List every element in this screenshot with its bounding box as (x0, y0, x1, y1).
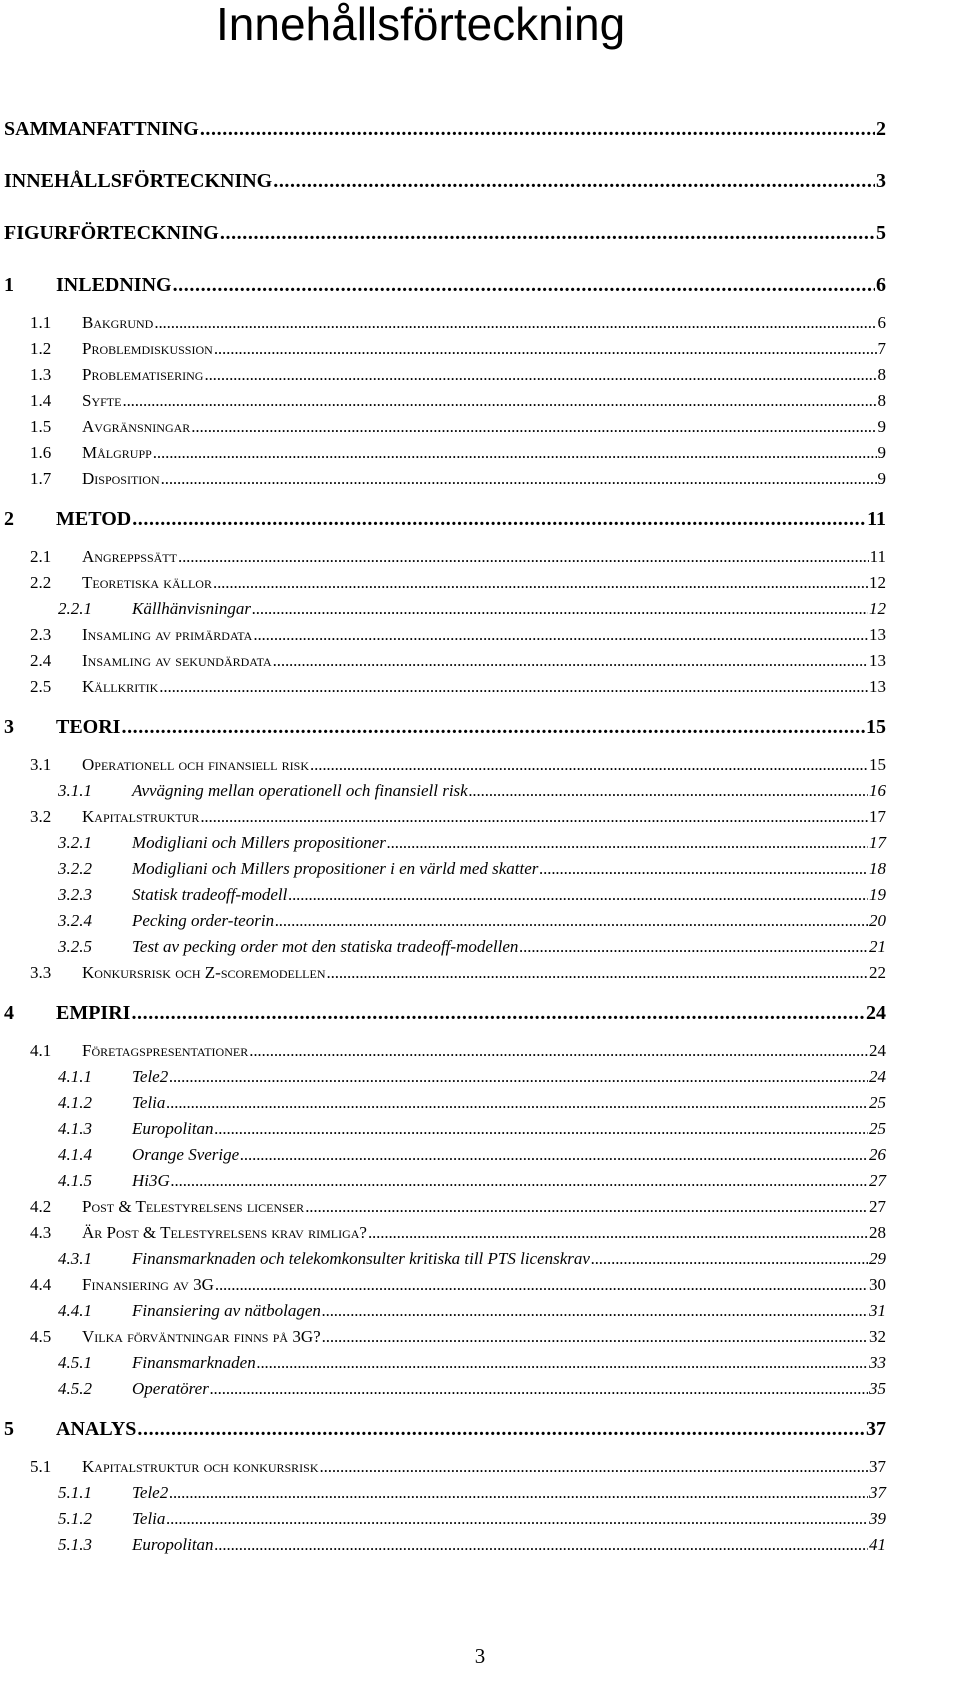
dot-leader (210, 1379, 868, 1399)
toc-entry-page: 32 (869, 1327, 886, 1346)
toc-entry-number: 4.3 (30, 1223, 52, 1242)
toc-entry-number: 5.1.1 (58, 1483, 92, 1502)
toc-entry-title: Källkritik (82, 677, 159, 696)
toc-entry-title: Tele2 (132, 1483, 169, 1502)
toc-entry[interactable] (30, 313, 886, 337)
toc-entry-page: 37 (869, 1457, 886, 1476)
dot-leader (131, 1002, 865, 1025)
toc-entry-number: 5.1.2 (58, 1509, 92, 1528)
toc-entry-page: 19 (869, 885, 886, 904)
toc-entry-number: 4.3.1 (58, 1249, 92, 1268)
toc-entry-title: Problematisering (82, 365, 204, 384)
toc-entry-title: Avvägning mellan operationell och finansiell risk (132, 781, 468, 800)
toc-entry-number: 4.4.1 (58, 1301, 92, 1320)
toc-entry-page: 24 (866, 1002, 886, 1024)
toc-entry-page: 31 (869, 1301, 886, 1320)
toc-entry-number: 2.2.1 (58, 599, 92, 618)
toc-entry[interactable] (30, 1197, 886, 1221)
toc-entry[interactable] (4, 508, 886, 532)
toc-entry[interactable] (30, 443, 886, 467)
toc-entry[interactable] (58, 1145, 886, 1169)
toc-entry-title: Vilka förväntningar finns på 3G? (82, 1327, 321, 1346)
toc-entry-title: Finansiering av 3G (82, 1275, 214, 1294)
toc-entry[interactable] (58, 1093, 886, 1117)
toc-entry-page: 39 (869, 1509, 886, 1528)
dot-leader (327, 963, 868, 983)
toc-entry-page: 24 (869, 1067, 886, 1086)
toc-entry-title: Företagspresentationer (82, 1041, 249, 1060)
toc-entry-number: 3.1 (30, 755, 52, 774)
toc-entry[interactable] (58, 1379, 886, 1403)
toc-entry-title: Tele2 (132, 1067, 169, 1086)
dot-leader (200, 807, 868, 827)
toc-entry-page: 12 (869, 599, 886, 618)
toc-entry-page: 37 (866, 1418, 886, 1440)
toc-entry-title: Hi3G (132, 1171, 170, 1190)
toc-entry[interactable] (58, 1535, 886, 1559)
toc-entry-page: 22 (869, 963, 886, 982)
dot-leader (215, 1535, 868, 1555)
toc-entry[interactable] (58, 1067, 886, 1091)
dot-leader (305, 1197, 868, 1217)
toc-entry[interactable] (58, 1249, 886, 1273)
toc-entry[interactable] (58, 1301, 886, 1325)
toc-entry[interactable] (58, 885, 886, 909)
toc-entry[interactable] (30, 1327, 886, 1351)
toc-entry-title: SAMMANFATTNING (4, 118, 199, 140)
toc-entry-page: 9 (877, 417, 886, 436)
dot-leader (159, 677, 868, 697)
toc-entry-title: Modigliani och Millers propositioner (132, 833, 386, 852)
dot-leader (213, 573, 868, 593)
toc-entry-number: 4.1.4 (58, 1145, 92, 1164)
toc-entry-number: 4.4 (30, 1275, 52, 1294)
toc-entry[interactable] (58, 859, 886, 883)
toc-entry-page: 27 (869, 1171, 886, 1190)
dot-leader (191, 417, 876, 437)
toc-entry[interactable] (30, 625, 886, 649)
toc-entry[interactable] (30, 573, 886, 597)
toc-entry-number: 2.4 (30, 651, 52, 670)
dot-leader (132, 508, 866, 531)
toc-entry-number: 4 (4, 1002, 14, 1024)
toc-entry-number: 3.2.4 (58, 911, 92, 930)
toc-entry[interactable] (30, 417, 886, 441)
toc-entry-number: 2.1 (30, 547, 52, 566)
toc-entry[interactable] (58, 937, 886, 961)
toc-entry-title: Är Post & Telestyrelsens krav rimliga? (82, 1223, 367, 1242)
toc-entry-title: Europolitan (132, 1119, 214, 1138)
toc-entry[interactable] (58, 833, 886, 857)
toc-entry-title: Finansmarknaden (132, 1353, 256, 1372)
dot-leader (154, 313, 876, 333)
toc-entry-number: 4.5.1 (58, 1353, 92, 1372)
toc-entry-number: 1.3 (30, 365, 52, 384)
toc-entry-title: Telia (132, 1093, 166, 1112)
dot-leader (253, 625, 868, 645)
toc-entry-number: 4.5 (30, 1327, 52, 1346)
dot-leader (200, 118, 875, 141)
toc-entry-number: 3.2.5 (58, 937, 92, 956)
toc-entry[interactable] (30, 391, 886, 415)
toc-entry[interactable] (58, 599, 886, 623)
toc-entry-number: 3.1.1 (58, 781, 92, 800)
toc-entry-title: Pecking order-teorin (132, 911, 275, 930)
toc-entry-number: 4.1.5 (58, 1171, 92, 1190)
toc-entry[interactable] (30, 1041, 886, 1065)
dot-leader (249, 1041, 868, 1061)
toc-entry-title: Statisk tradeoff-modell (132, 885, 288, 904)
toc-entry-number: 3.3 (30, 963, 52, 982)
dot-leader (137, 1418, 865, 1441)
toc-entry-title: Avgränsningar (82, 417, 191, 436)
toc-entry-title: Bakgrund (82, 313, 154, 332)
dot-leader (215, 1119, 868, 1139)
toc-entry-number: 1 (4, 274, 14, 296)
toc-entry-number: 4.1.3 (58, 1119, 92, 1138)
page-number: 3 (474, 1644, 486, 1668)
dot-leader (273, 170, 875, 193)
dot-leader (121, 716, 865, 739)
dot-leader (166, 1093, 868, 1113)
toc-entry-number: 1.6 (30, 443, 52, 462)
toc-entry[interactable] (4, 274, 886, 298)
toc-entry-title: INNEHÅLLSFÖRTECKNING (4, 170, 273, 192)
toc-entry[interactable] (58, 911, 886, 935)
toc-entry[interactable] (30, 1275, 886, 1299)
toc-entry-title: Insamling av sekundärdata (82, 651, 272, 670)
toc-entry-title: Orange Sverige (132, 1145, 240, 1164)
dot-leader (469, 781, 868, 801)
toc-entry-page: 29 (869, 1249, 886, 1268)
toc-entry[interactable] (4, 1418, 886, 1442)
toc-entry-page: 8 (877, 391, 886, 410)
toc-entry-number: 3 (4, 716, 14, 738)
toc-entry-page: 13 (869, 625, 886, 644)
toc-entry-title: Finansmarknaden och telekomkonsulter kritiska till PTS licenskrav (132, 1249, 590, 1268)
dot-leader (169, 1067, 868, 1087)
toc-entry-page: 24 (869, 1041, 886, 1060)
toc-entry-number: 4.2 (30, 1197, 52, 1216)
toc-entry-title: Finansiering av nätbolagen (132, 1301, 321, 1320)
toc-entry-page: 3 (876, 170, 886, 192)
toc-entry-title: TEORI (56, 716, 121, 738)
dot-leader (320, 1457, 868, 1477)
toc-entry-number: 1.2 (30, 339, 52, 358)
toc-entry-page: 15 (866, 716, 886, 738)
toc-entry[interactable] (30, 547, 886, 571)
dot-leader (214, 339, 877, 359)
toc-entry-number: 5.1 (30, 1457, 52, 1476)
dot-leader (275, 911, 868, 931)
toc-entry-number: 2.3 (30, 625, 52, 644)
dot-leader (166, 1509, 868, 1529)
toc-entry-number: 2.2 (30, 573, 52, 592)
toc-entry-title: ANALYS (56, 1418, 137, 1440)
toc-entry-title: Kapitalstruktur och konkursrisk (82, 1457, 319, 1476)
toc-entry[interactable] (30, 651, 886, 675)
toc-entry[interactable] (30, 339, 886, 363)
toc-entry[interactable] (58, 1483, 886, 1507)
toc-entry-number: 1.5 (30, 417, 52, 436)
toc-entry-page: 30 (869, 1275, 886, 1294)
toc-entry-title: Telia (132, 1509, 166, 1528)
toc-entry-title: Källhänvisningar (132, 599, 252, 618)
toc-entry-title: Post & Telestyrelsens licenser (82, 1197, 305, 1216)
toc-entry-title: EMPIRI (56, 1002, 131, 1024)
toc-entry-number: 2 (4, 508, 14, 530)
toc-entry-title: Målgrupp (82, 443, 152, 462)
toc-entry-title: Teoretiska källor (82, 573, 212, 592)
dot-leader (539, 859, 868, 879)
toc-entry[interactable] (58, 781, 886, 805)
dot-leader (122, 391, 876, 411)
toc-entry-number: 1.4 (30, 391, 52, 410)
toc-entry-page: 13 (869, 677, 886, 696)
dot-leader (368, 1223, 868, 1243)
toc-entry-title: Europolitan (132, 1535, 214, 1554)
toc-entry-page: 26 (869, 1145, 886, 1164)
toc-entry-number: 3.2.1 (58, 833, 92, 852)
toc-entry-page: 2 (876, 118, 886, 140)
toc-entry-page: 13 (869, 651, 886, 670)
toc-entry-page: 9 (877, 443, 886, 462)
toc-entry-page: 5 (876, 222, 886, 244)
toc-entry-number: 4.1.1 (58, 1067, 92, 1086)
toc-entry-title: Angreppssätt (82, 547, 177, 566)
toc-entry-page: 25 (869, 1119, 886, 1138)
toc-entry-title: Konkursrisk och Z-scoremodellen (82, 963, 326, 982)
toc-entry-page: 12 (869, 573, 886, 592)
toc-entry-number: 1.1 (30, 313, 52, 332)
dot-leader (153, 443, 877, 463)
toc-entry-page: 16 (869, 781, 886, 800)
toc-entry[interactable] (4, 222, 886, 246)
toc-entry-page: 11 (867, 508, 886, 530)
toc-entry[interactable] (58, 1119, 886, 1143)
toc-entry-page: 28 (869, 1223, 886, 1242)
toc-entry-page: 25 (869, 1093, 886, 1112)
dot-leader (288, 885, 868, 905)
toc-entry-page: 17 (869, 833, 886, 852)
toc-entry-title: Test av pecking order mot den statiska tradeoff-modellen (132, 937, 519, 956)
toc-entry-title: Modigliani och Millers propositioner i en värld med skatter (132, 859, 539, 878)
toc-entry[interactable] (4, 1002, 886, 1026)
dot-leader (322, 1301, 868, 1321)
toc-entry[interactable] (30, 963, 886, 987)
toc-entry-number: 3.2 (30, 807, 52, 826)
toc-entry[interactable] (58, 1509, 886, 1533)
toc-entry[interactable] (30, 755, 886, 779)
toc-entry-number: 5 (4, 1418, 14, 1440)
toc-entry-number: 2.5 (30, 677, 52, 696)
toc-entry-number: 5.1.3 (58, 1535, 92, 1554)
page-title: Innehållsförteckning (216, 0, 626, 50)
toc-entry-page: 27 (869, 1197, 886, 1216)
dot-leader (257, 1353, 868, 1373)
toc-entry-number: 3.2.3 (58, 885, 92, 904)
toc-entry-number: 4.1 (30, 1041, 52, 1060)
dot-leader (387, 833, 868, 853)
toc-entry-title: Disposition (82, 469, 160, 488)
toc-entry[interactable] (4, 716, 886, 740)
dot-leader (310, 755, 868, 775)
toc-entry[interactable] (30, 1457, 886, 1481)
toc-entry-title: FIGURFÖRTECKNING (4, 222, 219, 244)
toc-entry-title: Syfte (82, 391, 122, 410)
toc-entry-title: Operatörer (132, 1379, 209, 1398)
dot-leader (273, 651, 868, 671)
toc-entry-page: 18 (869, 859, 886, 878)
dot-leader (215, 1275, 868, 1295)
toc-entry-page: 7 (877, 339, 886, 358)
toc-entry[interactable] (4, 170, 886, 194)
toc-entry[interactable] (30, 807, 886, 831)
dot-leader (169, 1483, 868, 1503)
toc-entry[interactable] (30, 469, 886, 493)
dot-leader (173, 274, 875, 297)
toc-entry-title: Operationell och finansiell risk (82, 755, 310, 774)
toc-entry-title: INLEDNING (56, 274, 172, 296)
toc-entry[interactable] (30, 365, 886, 389)
toc-entry-page: 20 (869, 911, 886, 930)
dot-leader (519, 937, 868, 957)
toc-entry-number: 1.7 (30, 469, 52, 488)
dot-leader (171, 1171, 868, 1191)
toc-entry-page: 15 (869, 755, 886, 774)
toc-entry-page: 21 (869, 937, 886, 956)
toc-entry-number: 4.5.2 (58, 1379, 92, 1398)
toc-entry-page: 6 (876, 274, 886, 296)
dot-leader (204, 365, 876, 385)
toc-entry-title: METOD (56, 508, 132, 530)
toc-entry-page: 37 (869, 1483, 886, 1502)
toc-entry[interactable] (30, 1223, 886, 1247)
dot-leader (220, 222, 875, 245)
dot-leader (252, 599, 868, 619)
dot-leader (161, 469, 877, 489)
toc-entry-page: 8 (877, 365, 886, 384)
toc-entry[interactable] (4, 118, 886, 142)
dot-leader (240, 1145, 868, 1165)
toc-entry-number: 4.1.2 (58, 1093, 92, 1112)
toc-entry-page: 35 (869, 1379, 886, 1398)
toc-entry[interactable] (58, 1353, 886, 1377)
toc-entry-number: 3.2.2 (58, 859, 92, 878)
toc-entry-title: Kapitalstruktur (82, 807, 200, 826)
toc-entry-page: 9 (877, 469, 886, 488)
toc-entry-page: 11 (869, 547, 886, 566)
toc-entry-page: 17 (869, 807, 886, 826)
toc-entry-page: 41 (869, 1535, 886, 1554)
toc-entry-page: 33 (869, 1353, 886, 1372)
toc-entry-title: Insamling av primärdata (82, 625, 253, 644)
toc-entry[interactable] (58, 1171, 886, 1195)
dot-leader (178, 547, 869, 567)
toc-entry-page: 6 (877, 313, 886, 332)
toc-entry-title: Problemdiskussion (82, 339, 213, 358)
toc-entry[interactable] (30, 677, 886, 701)
dot-leader (591, 1249, 868, 1269)
dot-leader (322, 1327, 868, 1347)
